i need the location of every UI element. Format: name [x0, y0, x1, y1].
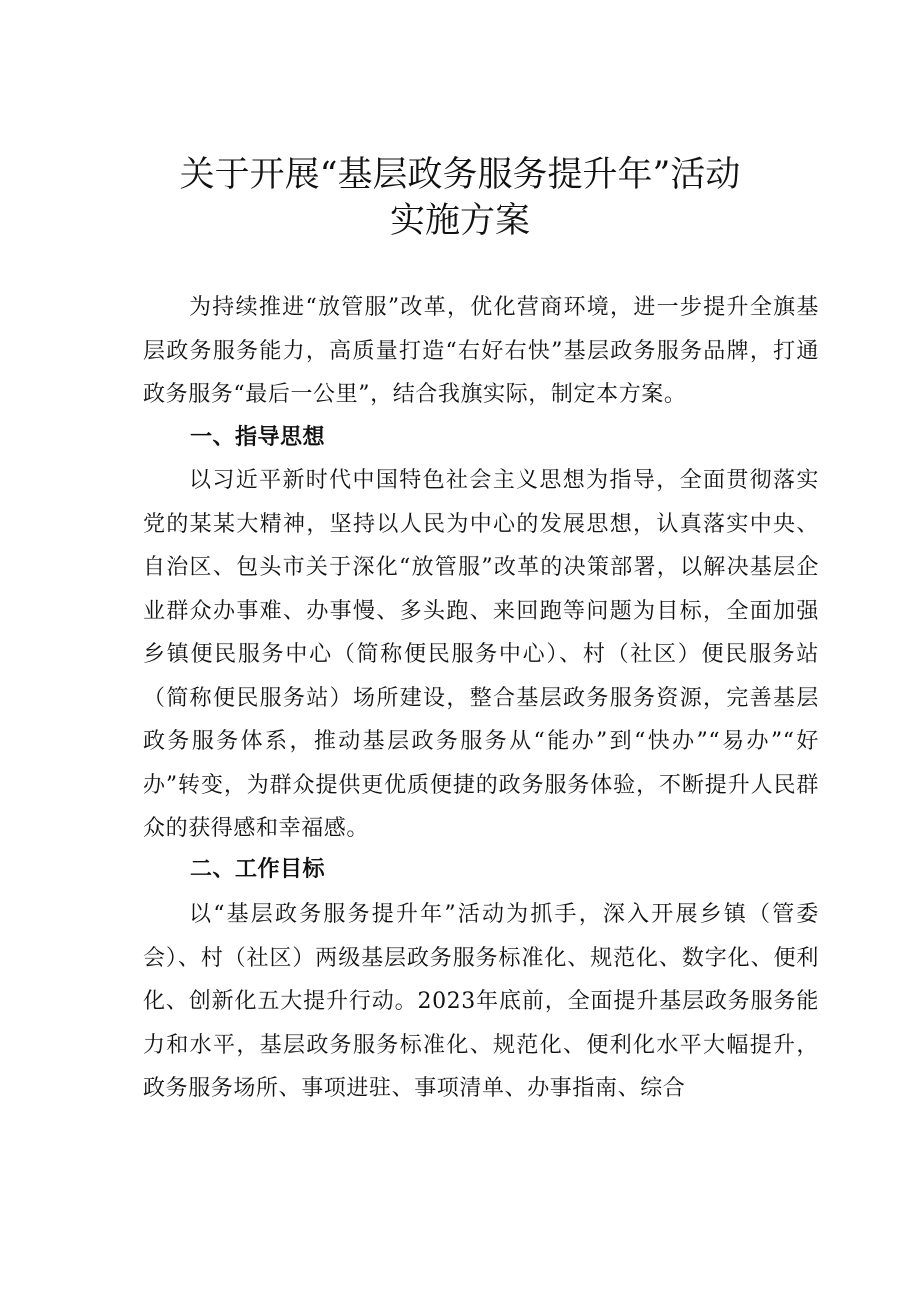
section-heading-guiding-ideology: 一、指导思想 [190, 425, 326, 450]
section-heading-work-goals: 二、工作目标 [190, 857, 326, 882]
intro-paragraph: 为持续推进“放管服”改革，优化营商环境，进一步提升全旗基层政务服务能力，高质量打造“右好右快”基层政务服务品牌，打通政务服务“最后一公里”，结合我旗实际，制定本方案。 [143, 295, 819, 407]
document-title-line-2: 实施方案 [389, 201, 530, 241]
section-body-work-goals: 以“基层政务服务提升年”活动为抓手，深入开展乡镇（管委会）、村（社区）两级基层政务服务标准化、规范化、数字化、便利化、创新化五大提升行动。2023年底前，全面提升基层政务服务能力和水平，基层政务服务标准化、规范化、便利化水平大幅提升，政务服务场所、事项进驻、事项清单、办事指南、综合 [143, 902, 819, 1101]
document-title-line-1: 关于开展“基层政务服务提升年”活动 [179, 155, 741, 195]
section-body-guiding-ideology: 以习近平新时代中国特色社会主义思想为指导，全面贯彻落实党的某某大精神，坚持以人民为中心的发展思想，认真落实中央、自治区、包头市关于深化“放管服”改革的决策部署，以解决基层企业群众办事难、办事慢、多头跑、来回跑等问题为目标，全面加强乡镇便民服务中心（简称便民服务中心）、村（社区）便民服务站（简称便民服务站）场所建设，整合基层政务服务资源，完善基层政务服务体系，推动基层政务服务从“能办”到“快办”“易办”“好办”转变，为群众提供更优质便捷的政务服务体验，不断提升人民群众的获得感和幸福感。 [143, 468, 819, 841]
